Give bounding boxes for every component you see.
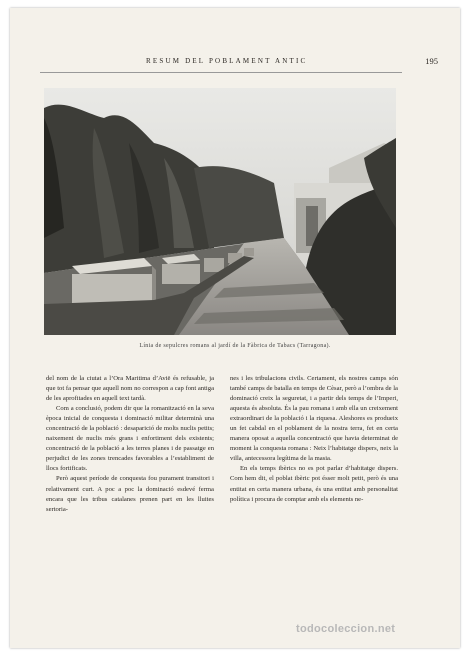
running-head: RESUM DEL POBLAMENT ANTIC — [146, 57, 308, 65]
paragraph: Però aquest període de conquesta fou purament transitori i relativament curt. A poc a poc la dominació esdevé ferma encara que les tribus catalanes prenen part en les lluites sertoria- — [46, 475, 214, 513]
text-column-left — [46, 374, 214, 515]
text-column-right — [230, 374, 398, 505]
figure-caption: Línia de sepulcres romans al jardí de la Fàbrica de Tabacs (Tarragona). — [139, 343, 331, 349]
paragraph: del nom de la ciutat a l’Ora Maritima d’Avië és refusable, ja que tot fa pensar que aquell nom no correspon a cap font antiga de les aprofitades en aquell text tardà. — [46, 375, 214, 403]
paragraph: En els temps ibèrics no es pot parlar d’habitatge dispers. Com hem dit, el poblat ibèric pot ésser molt petit, però és una entitat en certa manera urbana, és una entitat amb personalitat política i procura de comptar amb els elements ne- — [230, 465, 398, 503]
paragraph: Com a conclusió, podem dir que la romanització en la seva època inicial de conquesta i dominació militar determinà una concentració de la població : desaparició de molts nuclis petits; naixement de nuclis més grans i enfortiment dels existents; concentració de la població a les terres planes i de passatge en perjudici de les zones trencades favorables a l’establiment de llocs fortificats. — [46, 405, 214, 473]
header-rule — [40, 72, 402, 73]
photograph-roman-sarcophagi — [44, 88, 396, 335]
page-number: 195 — [425, 56, 438, 66]
watermark: todocoleccion.net — [296, 623, 396, 635]
paragraph: nes i les tribulacions civils. Certament, els nostres camps són també camps de batalla en temps de Cèsar, però a l’ombra de la dominació creix la seguretat, i a partir dels temps de l’Imperi, aquesta és absoluta. És la pau romana i amb ella un creixement extraordinari de la població i la riquesa. Aleshores es produeix un fet cabdal en el poblament de la nostra terra, fet en certa manera oposat a aquella concentració que havia determinat de moment la conquesta romana : Neix l’habitatge dispers, neix la villa, antecessora legítima de la masia. — [230, 375, 398, 463]
